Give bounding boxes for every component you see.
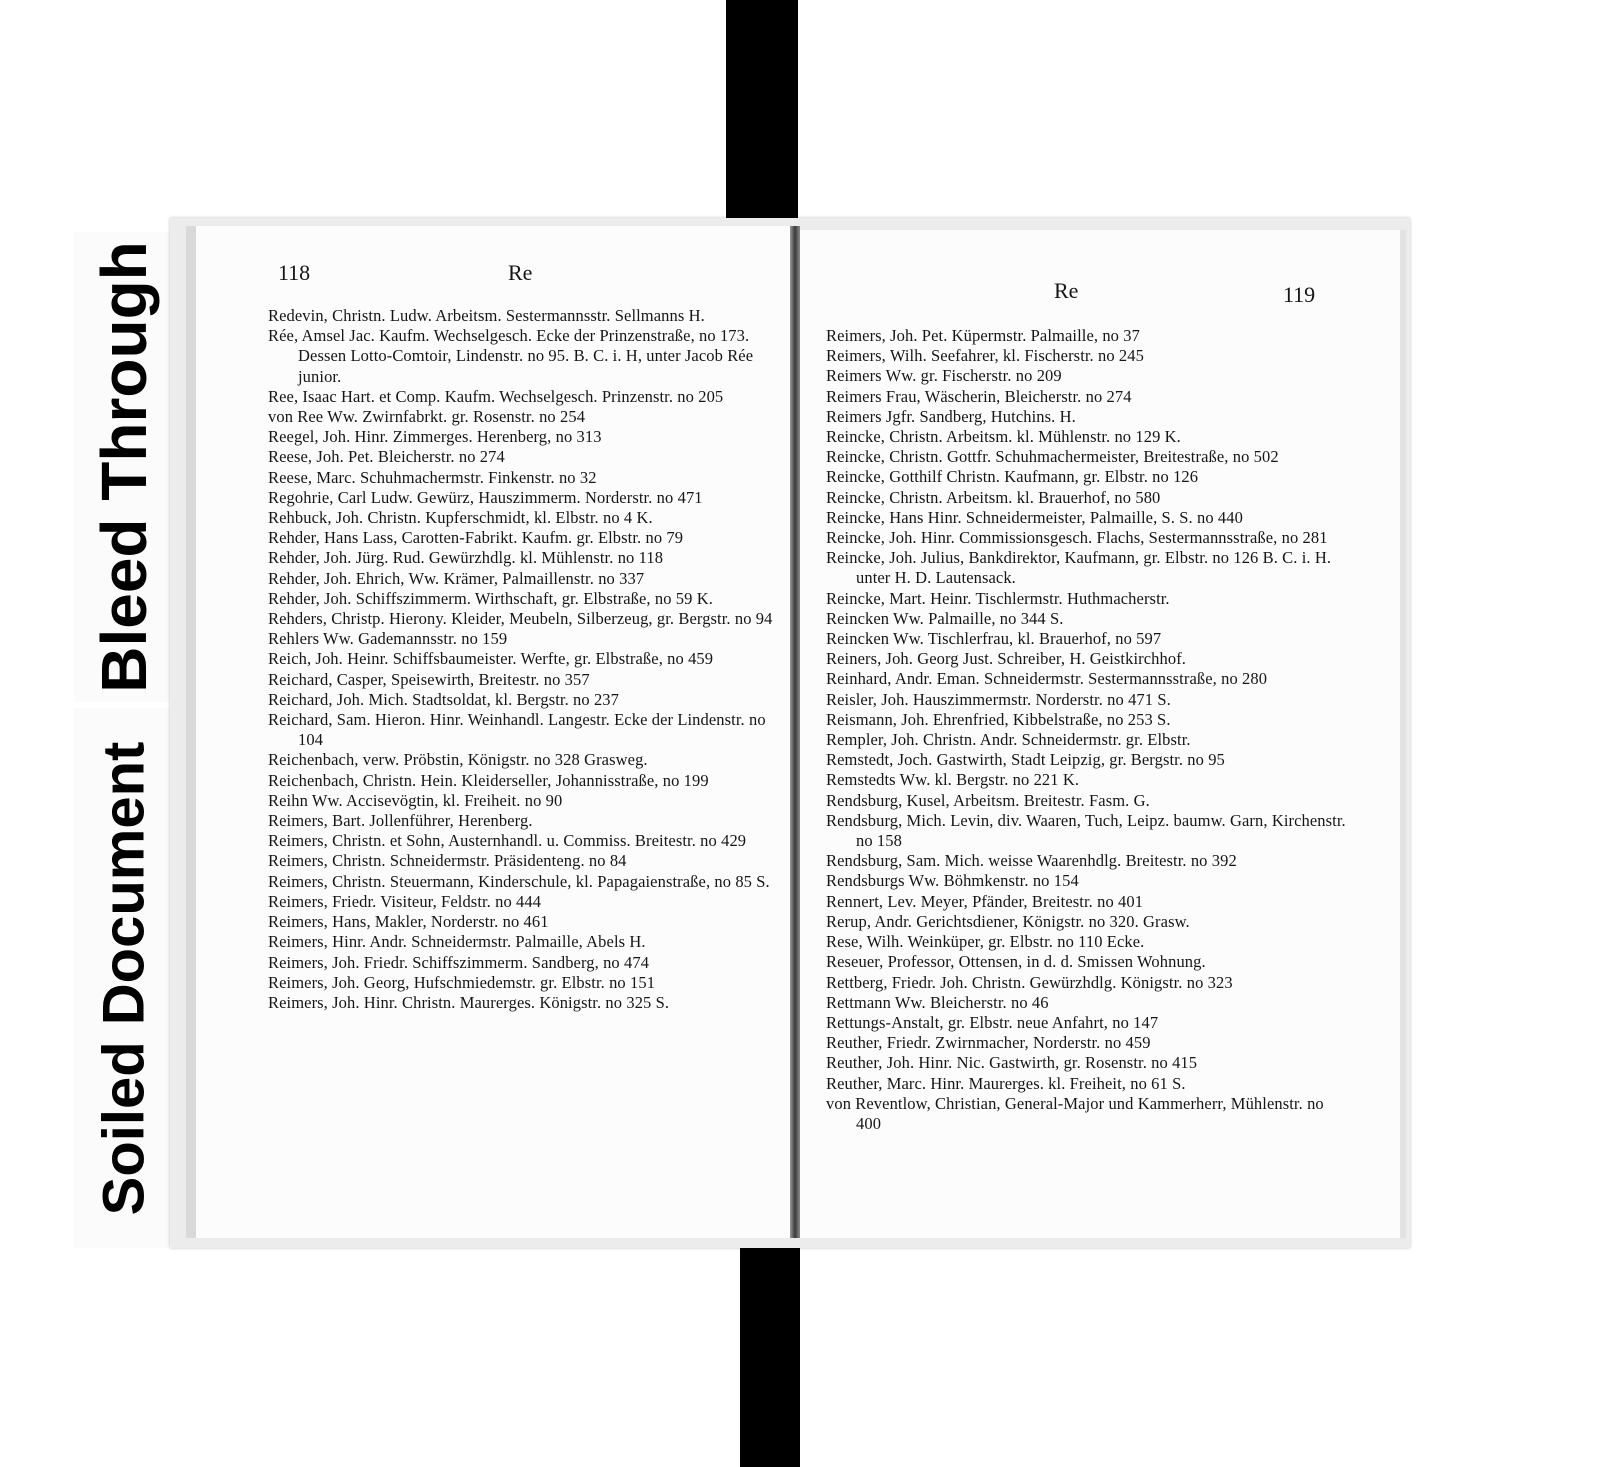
directory-entry: Reichard, Sam. Hieron. Hinr. Weinhandl. Langestr. Ecke der Lindenstr. no 104 xyxy=(268,710,766,750)
directory-entry: Rendsburg, Sam. Mich. weisse Waarenhdlg. Breitestr. no 392 xyxy=(826,851,1237,871)
directory-entry: Reuther, Friedr. Zwirnmacher, Norderstr. no 459 xyxy=(826,1033,1151,1053)
right-entries-list xyxy=(826,326,1346,1134)
directory-entry: Reimers, Christn. Schneidermstr. Präsidenteng. no 84 xyxy=(268,851,627,871)
left-entries-list xyxy=(268,306,778,1013)
directory-entry: Rennert, Lev. Meyer, Pfänder, Breitestr. no 401 xyxy=(826,891,1144,911)
directory-entry: Reichenbach, verw. Pröbstin, Königstr. no 328 Grasweg. xyxy=(268,750,648,770)
directory-entry: Rehder, Joh. Ehrich, Ww. Krämer, Palmaillenstr. no 337 xyxy=(268,568,645,588)
directory-entry: Reincken Ww. Palmaille, no 344 S. xyxy=(826,608,1064,628)
directory-entry: Reimers Frau, Wäscherin, Bleicherstr. no 274 xyxy=(826,386,1132,406)
binding-tab-top xyxy=(726,0,798,234)
directory-entry: Rehder, Joh. Schiffszimmerm. Wirthschaft, gr. Elbstraße, no 59 K. xyxy=(268,588,713,608)
directory-entry: Reimers, Christn. et Sohn, Austernhandl. u. Commiss. Breitestr. no 429 xyxy=(268,831,747,851)
directory-entry: Rettmann Ww. Bleicherstr. no 46 xyxy=(826,992,1049,1012)
directory-entry: Rendsburg, Kusel, Arbeitsm. Breitestr. Fasm. G. xyxy=(826,790,1150,810)
directory-entry: Reiners, Joh. Georg Just. Schreiber, H. Geistkirchhof. xyxy=(826,649,1187,669)
directory-entry: Reseuer, Professor, Ottensen, in d. d. Smissen Wohnung. xyxy=(826,952,1206,972)
directory-entry: Reimers, Wilh. Seefahrer, kl. Fischerstr. no 245 xyxy=(826,346,1144,366)
soiled-document-text: Soiled Document xyxy=(91,741,157,1215)
directory-entry: Reichard, Joh. Mich. Stadtsoldat, kl. Bergstr. no 237 xyxy=(268,689,620,709)
directory-entry: Reincke, Christn. Gottfr. Schuhmachermeister, Breitestraße, no 502 xyxy=(826,447,1279,467)
soiled-document-label xyxy=(74,708,174,1248)
directory-entry: Reese, Marc. Schuhmachermstr. Finkenstr. no 32 xyxy=(268,467,597,487)
bleed-through-label xyxy=(74,232,174,702)
directory-entry: Reincke, Joh. Julius, Bankdirektor, Kaufmann, gr. Elbstr. no 126 B. C. i. H. unter H. D. Lautensack. xyxy=(826,548,1332,588)
directory-entry: Reimers, Joh. Friedr. Schiffszimmerm. Sandberg, no 474 xyxy=(268,952,650,972)
directory-entry: Rehder, Joh. Jürg. Rud. Gewürzhdlg. kl. Mühlenstr. no 118 xyxy=(268,548,664,568)
directory-entry: Rehder, Hans Lass, Carotten-Fabrikt. Kaufm. gr. Elbstr. no 79 xyxy=(268,528,684,548)
right-page-number: 119 xyxy=(1283,282,1316,307)
directory-entry: Remstedts Ww. kl. Bergstr. no 221 K. xyxy=(826,770,1080,790)
directory-entry: Reichenbach, Christn. Hein. Kleiderseller, Johannisstraße, no 199 xyxy=(268,770,709,790)
directory-entry: Rendsburgs Ww. Böhmkenstr. no 154 xyxy=(826,871,1079,891)
directory-entry: Reimers, Hans, Makler, Norderstr. no 461 xyxy=(268,912,549,932)
directory-entry: von Ree Ww. Zwirnfabrkt. gr. Rosenstr. no 254 xyxy=(268,407,586,427)
directory-entry: Reincke, Gotthilf Christn. Kaufmann, gr. Elbstr. no 126 xyxy=(826,467,1199,487)
directory-entry: Rehders, Christp. Hierony. Kleider, Meubeln, Silberzeug, gr. Bergstr. no 94 xyxy=(268,609,773,629)
directory-entry: Reihn Ww. Accisevögtin, kl. Freiheit. no 90 xyxy=(268,790,563,810)
directory-entry: Reinhard, Andr. Eman. Schneidermstr. Sestermannsstraße, no 280 xyxy=(826,669,1268,689)
directory-entry: Reimers Jgfr. Sandberg, Hutchins. H. xyxy=(826,406,1076,426)
directory-entry: von Reventlow, Christian, General-Major und Kammerherr, Mühlenstr. no 400 xyxy=(826,1093,1324,1133)
directory-entry: Reincke, Christn. Arbeitsm. kl. Brauerhof, no 580 xyxy=(826,487,1161,507)
directory-entry: Reimers, Joh. Georg, Hufschmiedemstr. gr. Elbstr. no 151 xyxy=(268,972,656,992)
directory-entry: Reegel, Joh. Hinr. Zimmerges. Herenberg, no 313 xyxy=(268,427,602,447)
directory-entry: Reimers Ww. gr. Fischerstr. no 209 xyxy=(826,366,1062,386)
directory-entry: Reimers, Joh. Pet. Küpermstr. Palmaille, no 37 xyxy=(826,326,1140,345)
book-gutter xyxy=(790,226,800,1238)
directory-entry: Rerup, Andr. Gerichtsdiener, Königstr. no 320. Grasw. xyxy=(826,911,1190,931)
directory-entry: Reuther, Marc. Hinr. Maurerges. kl. Freiheit, no 61 S. xyxy=(826,1073,1186,1093)
directory-entry: Rehlers Ww. Gademannsstr. no 159 xyxy=(268,629,508,649)
right-running-head: Re xyxy=(1054,278,1079,303)
directory-entry: Reich, Joh. Heinr. Schiffsbaumeister. Werfte, gr. Elbstraße, no 459 xyxy=(268,649,714,669)
directory-entry: Reincke, Christn. Arbeitsm. kl. Mühlenstr. no 129 K. xyxy=(826,427,1181,447)
directory-entry: Reincke, Mart. Heinr. Tischlermstr. Huthmacherstr. xyxy=(826,588,1170,608)
directory-entry: Rendsburg, Mich. Levin, div. Waaren, Tuch, Leipz. baumw. Garn, Kirchenstr. no 158 xyxy=(826,810,1346,851)
directory-entry: Rempler, Joh. Christn. Andr. Schneidermstr. gr. Elbstr. xyxy=(826,730,1191,750)
directory-entry: Reismann, Joh. Ehrenfried, Kibbelstraße, no 253 S. xyxy=(826,709,1171,729)
directory-entry: Reincke, Joh. Hinr. Commissionsgesch. Flachs, Sestermannsstraße, no 281 xyxy=(826,528,1328,548)
directory-entry: Reimers, Christn. Steuermann, Kinderschule, kl. Papagaienstraße, no 85 S. xyxy=(268,871,770,891)
binding-tab-bottom xyxy=(740,1238,800,1467)
directory-entry: Reincken Ww. Tischlerfrau, kl. Brauerhof, no 597 xyxy=(826,629,1162,649)
directory-entry: Ree, Isaac Hart. et Comp. Kaufm. Wechselgesch. Prinzenstr. no 205 xyxy=(268,386,724,406)
bleed-through-text: Bleed Through xyxy=(88,241,160,693)
left-page-number: 118 xyxy=(278,260,311,285)
directory-entry: Reincke, Hans Hinr. Schneidermeister, Palmaille, S. S. no 440 xyxy=(826,507,1243,527)
directory-entry: Redevin, Christn. Ludw. Arbeitsm. Sestermannsstr. Sellmanns H. xyxy=(268,306,705,325)
directory-entry: Reimers, Bart. Jollenführer, Herenberg. xyxy=(268,811,533,831)
directory-entry: Rese, Wilh. Weinküper, gr. Elbstr. no 110 Ecke. xyxy=(826,932,1145,952)
left-running-head: Re xyxy=(508,260,533,285)
directory-entry: Rehbuck, Joh. Christn. Kupferschmidt, kl. Elbstr. no 4 K. xyxy=(268,508,653,528)
directory-entry: Reimers, Friedr. Visiteur, Feldstr. no 444 xyxy=(268,891,542,911)
directory-entry: Rée, Amsel Jac. Kaufm. Wechselgesch. Ecke der Prinzenstraße, no 173. Dessen Lotto-Comtoir, Lindenstr. no 95. B. C. i. H, unter Jacob Rée junior. xyxy=(268,326,754,386)
directory-entry: Reichard, Casper, Speisewirth, Breitestr. no 357 xyxy=(268,669,590,689)
directory-entry: Reimers, Hinr. Andr. Schneidermstr. Palmaille, Abels H. xyxy=(268,932,646,952)
directory-entry: Reimers, Joh. Hinr. Christn. Maurerges. Königstr. no 325 S. xyxy=(268,992,670,1012)
directory-entry: Reuther, Joh. Hinr. Nic. Gastwirth, gr. Rosenstr. no 415 xyxy=(826,1053,1198,1073)
directory-entry: Regohrie, Carl Ludw. Gewürz, Hauszimmerm. Norderstr. no 471 xyxy=(268,487,703,507)
directory-entry: Rettberg, Friedr. Joh. Christn. Gewürzhdlg. Königstr. no 323 xyxy=(826,972,1233,992)
directory-entry: Reese, Joh. Pet. Bleicherstr. no 274 xyxy=(268,447,505,467)
directory-entry: Reisler, Joh. Hauszimmermstr. Norderstr. no 471 S. xyxy=(826,689,1171,709)
directory-entry: Rettungs-Anstalt, gr. Elbstr. neue Anfahrt, no 147 xyxy=(826,1012,1159,1032)
directory-entry: Remstedt, Joch. Gastwirth, Stadt Leipzig, gr. Bergstr. no 95 xyxy=(826,750,1225,770)
